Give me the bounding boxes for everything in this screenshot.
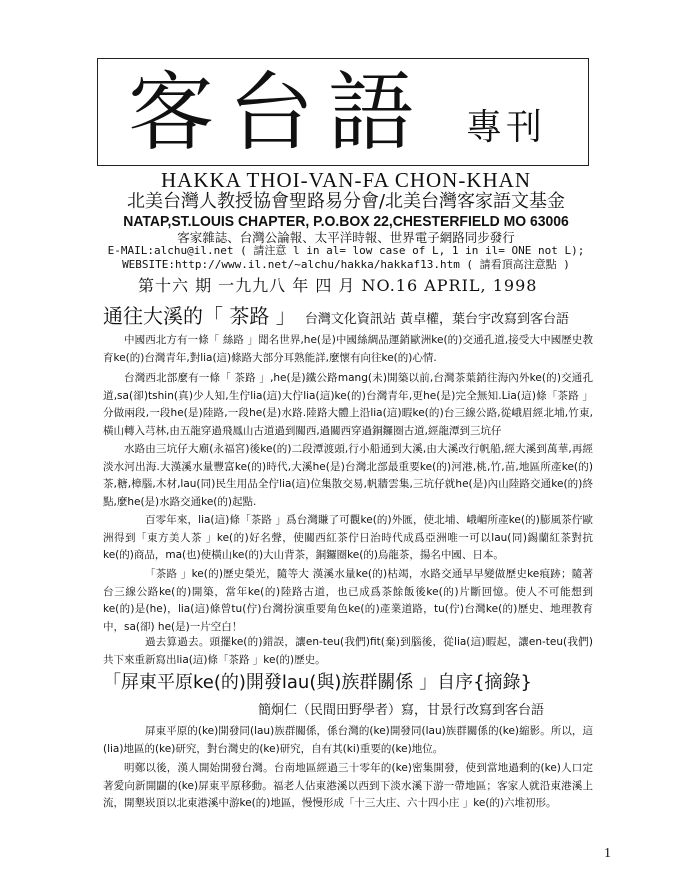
article2-byline: 簡炯仁（民間田野學者）寫，甘景行改寫到客台語 bbox=[258, 703, 545, 718]
article2-paragraph: 明鄭以後，漢人開始開發台灣。台南地區經過三十零年的(ke)密集開發，使到當地過剩的(ke)人口定著愛向新開闢的(ke)屏東平原移動。福老人佔東港溪以西到下淡水溪下游一帶地區；客家人就沿東港溪上流，開墾崁頂以北東港溪中游ke(的)地區，慢慢形成「十三大庄、六十四小庄 」ke(的)六堆初形。 bbox=[103, 762, 593, 810]
publisher-email: E-MAIL:alchu@il.net ( 請注意 l in al= low case of L, 1 in il= ONE not L); bbox=[107, 244, 585, 257]
article2-title: 「屏東平原ke(的)開發lau(與)族群關係 」自序{摘錄} bbox=[103, 672, 533, 693]
article1-headline bbox=[103, 303, 569, 333]
publisher-address: NATAP,ST.LOUIS CHAPTER, P.O.BOX 22,CHESTERFIELD MO 63006 bbox=[123, 213, 569, 230]
article1-paragraph: 過去算過去。頭擺ke(的)錯誤，讓en-teu(我們)fit(棄)到腦後，從lia(這)暇起，讓en-teu(我們)共下來重新寫出lia(這)條「茶路 」ke(的)歷史。 bbox=[103, 636, 593, 666]
masthead-title-large: 客台語 bbox=[128, 63, 428, 163]
article1-paragraph: 百零年來，lia(這)條「茶路 」爲台灣賺了可觀ke(的)外匯，使北埔、峨嵋所產ke(的)膨風茶佇歐洲得到「東方美人茶 」ke(的)好名聲，使關西紅茶佇日治時代成爲亞洲唯一可以lau(同)錫蘭紅茶對抗ke(的)商品，ma(也)使橫山ke(的)大山背茶，銅鑼圈ke(的)烏龍茶，揚名中國、日本。 bbox=[103, 514, 593, 562]
publisher-distribution: 客家雜誌、台灣公論報、太平洋時報、世界電子網路同步發行 bbox=[177, 230, 515, 245]
masthead-box bbox=[97, 58, 589, 166]
romanized-title: HAKKA THOI-VAN-FA CHON-KHAN bbox=[160, 168, 531, 192]
issue-line: 第十六 期 一九九八 年 四 月 NO.16 APRIL, 1998 bbox=[138, 276, 538, 295]
article2-paragraph: 屏東平原的(ke)開發同(lau)族群關係，係台灣的(ke)開發同(lau)族群關係的(ke)縮影。所以，這(lia)地區的(ke)研究，對台灣史的(ke)研究，自有其(ki)重要的(ke)地位。 bbox=[103, 725, 593, 755]
publisher-website: WEBSITE:http://www.il.net/~alchu/hakka/hakkaf13.htm ( 請看頂高注意點 ) bbox=[122, 258, 570, 271]
article1-paragraph: 「茶路 」ke(的)歷史榮光，隨等大 漢溪水量ke(的)枯竭，水路交通早早變做歷史ke痕跡；隨著台三線公路ke(的)開築，當年ke(的)陸路古道，也已成爲茶餘飯後ke(的)片斷回憶。使人不可能想到ke(的)是(he)，lia(這)條曾tu(佇)台灣扮演重要角色ke(的)產業道路，tu(佇)台灣ke(的)歷史、地理教育中，sa(卻) he(是)一片空白！ bbox=[103, 568, 593, 633]
publisher-line-1: 北美台灣人教授協會聖路易分會/北美台灣客家語文基金 bbox=[126, 191, 566, 212]
article1-paragraph: 台灣西北部麼有一條「 茶路 」,he(是)鐵公路mang(未)開築以前,台灣茶葉銷往海內外ke(的)交通孔道,sa(卻)tshin(真)少人知,生佇lia(這)大佇lia(這)ke(的)台灣青年,更he(是)完全無知.Lia(這)條「茶路 」分做兩段,一段he(是)陸路,一段he(是)水路.陸路大體上沿lia(這)暇ke(的)台三線公路,從峨眉經北埔,竹東,橫山轉入芎林,由五龍穿過飛鳳山古道過到關西,過關西穿過銅鑼圈古道,經龍潭到三坑仔 bbox=[103, 372, 593, 437]
article1-paragraph: 中國西北方有一條「 絲路 」聞名世界,he(是)中國絲綢品運銷歐洲ke(的)交通孔道,接受大中國歷史教育ke(的)台灣青年,對lia(這)條路大部分耳熟能詳,麼懷有向往ke(的)心情. bbox=[103, 334, 593, 364]
article1-paragraph: 水路由三坑仔大廟(永福宮)後ke(的)二段潭渡頭,行小船通到大溪,由大溪改行帆船,經大溪到萬華,再經淡水河出海.大漢溪水量豐富ke(的)時代,大溪he(是)台灣北部最重要ke(的)河港,桃,竹,苗,地區所產ke(的)茶,糖,樟腦,木材,lau(同)民生用品全佇lia(這)位集散交易,帆牆雲集,三坑仔就he(是)內山陸路交通ke(的)終點,麼he(是)水路交通ke(的)起點. bbox=[103, 443, 593, 508]
masthead-title-small: 專刊 bbox=[466, 107, 547, 148]
article1-title: 通往大溪的「 茶路 」 bbox=[103, 304, 296, 328]
page-number: 1 bbox=[604, 846, 611, 861]
article1-author: 台灣文化資訊站 黃卓權，葉台宇改寫到客台語 bbox=[304, 312, 569, 327]
